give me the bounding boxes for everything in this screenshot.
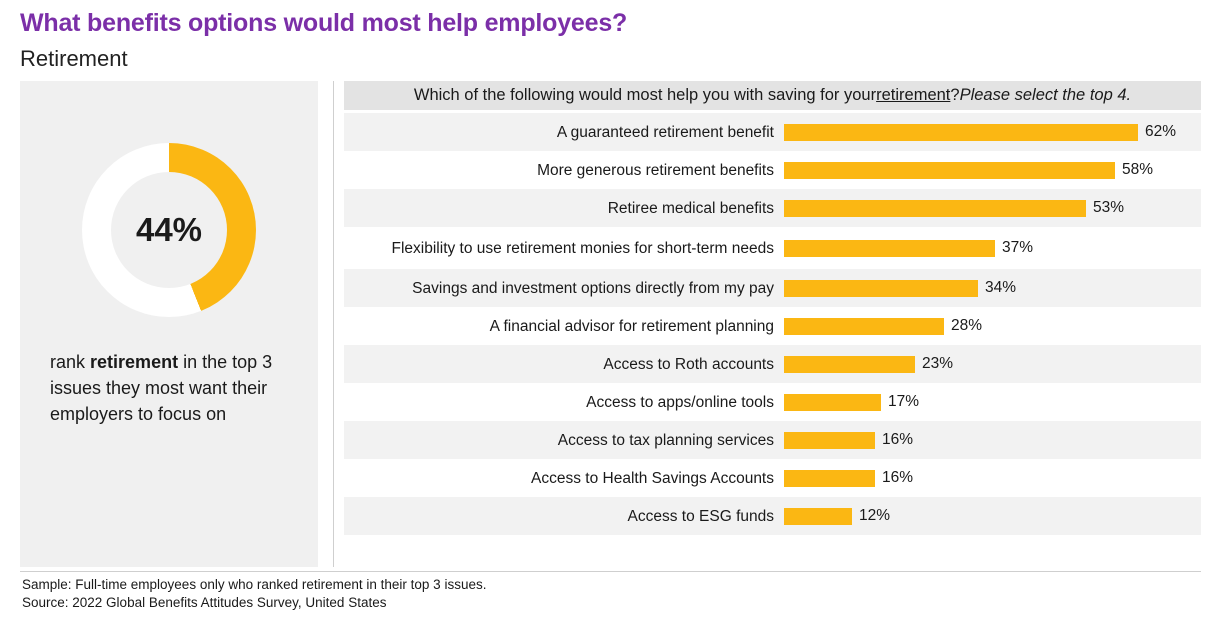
bar-value: 28% (951, 317, 983, 334)
summary-panel (20, 81, 318, 567)
table-row (344, 459, 1201, 497)
footer-notes (22, 576, 486, 612)
bar-track (784, 227, 1201, 269)
caption-bold: retirement (90, 352, 179, 372)
table-row (344, 497, 1201, 535)
bar-value: 58% (1122, 161, 1154, 178)
bar-fill (784, 162, 1115, 179)
table-row (344, 383, 1201, 421)
table-row (344, 113, 1201, 151)
bar-rows (344, 113, 1201, 535)
bar-value: 34% (985, 279, 1017, 296)
table-row (344, 345, 1201, 383)
sample-note: Sample: Full-time employees only who ranked retirement in their top 3 issues. (22, 577, 487, 592)
question-italic: Please select the top 4. (959, 86, 1132, 104)
bar-value: 53% (1093, 199, 1125, 216)
table-row (344, 227, 1201, 269)
table-row (344, 307, 1201, 345)
bar-value: 16% (882, 431, 914, 448)
bar-fill (784, 240, 995, 257)
bar-fill (784, 280, 978, 297)
bar-track (784, 189, 1201, 227)
bar-track (784, 113, 1201, 151)
page-subtitle: Retirement (20, 46, 128, 71)
bar-track (784, 383, 1201, 421)
bar-label: A guaranteed retirement benefit (556, 123, 774, 141)
bar-fill (784, 200, 1086, 217)
donut-value-label: 44% (135, 211, 203, 248)
question-underlined: retirement (876, 86, 951, 104)
bar-label: Savings and investment options directly from my pay (412, 279, 774, 297)
bar-label: Access to apps/online tools (586, 393, 774, 411)
bar-fill (784, 394, 881, 411)
bar-value: 37% (1002, 239, 1034, 256)
bar-label: Access to Health Savings Accounts (531, 469, 774, 487)
bar-value: 62% (1145, 123, 1177, 140)
bar-fill (784, 470, 875, 487)
summary-caption (50, 349, 290, 427)
bar-fill (784, 356, 915, 373)
bar-track (784, 421, 1201, 459)
table-row (344, 421, 1201, 459)
bar-value: 23% (922, 355, 954, 372)
bar-fill (784, 432, 875, 449)
bar-fill (784, 318, 944, 335)
donut-chart (82, 143, 256, 317)
bar-label: Access to Roth accounts (603, 355, 774, 373)
caption-pre: rank (50, 352, 91, 372)
bar-label: Retiree medical benefits (607, 199, 774, 217)
footer-divider (20, 571, 1201, 572)
bar-label: Access to ESG funds (627, 507, 774, 525)
page-title: What benefits options would most help employees? (20, 9, 628, 37)
bar-label: Access to tax planning services (557, 431, 774, 449)
bar-track (784, 269, 1201, 307)
table-row (344, 269, 1201, 307)
question-part1: Which of the following would most help you with saving for your (413, 86, 877, 104)
bar-value: 17% (888, 393, 920, 410)
question-header (344, 81, 1201, 110)
table-row (344, 151, 1201, 189)
panel-divider (333, 81, 334, 567)
bar-track (784, 345, 1201, 383)
bar-label: More generous retirement benefits (537, 161, 774, 179)
question-part2: ? (950, 86, 960, 104)
chart-panel (344, 81, 1201, 567)
caption-post: in the top 3 issues they most want their employers to focus on (50, 352, 273, 424)
bar-fill (784, 124, 1138, 141)
bar-track (784, 151, 1201, 189)
bar-track (784, 307, 1201, 345)
bar-value: 16% (882, 469, 914, 486)
bar-track (784, 497, 1201, 535)
bar-track (784, 459, 1201, 497)
bar-label: Flexibility to use retirement monies for short-term needs (391, 239, 774, 257)
bar-value: 12% (859, 507, 891, 524)
bar-fill (784, 508, 852, 525)
table-row (344, 189, 1201, 227)
bar-label: A financial advisor for retirement planning (489, 317, 774, 335)
source-note: Source: 2022 Global Benefits Attitudes Survey, United States (22, 595, 387, 610)
